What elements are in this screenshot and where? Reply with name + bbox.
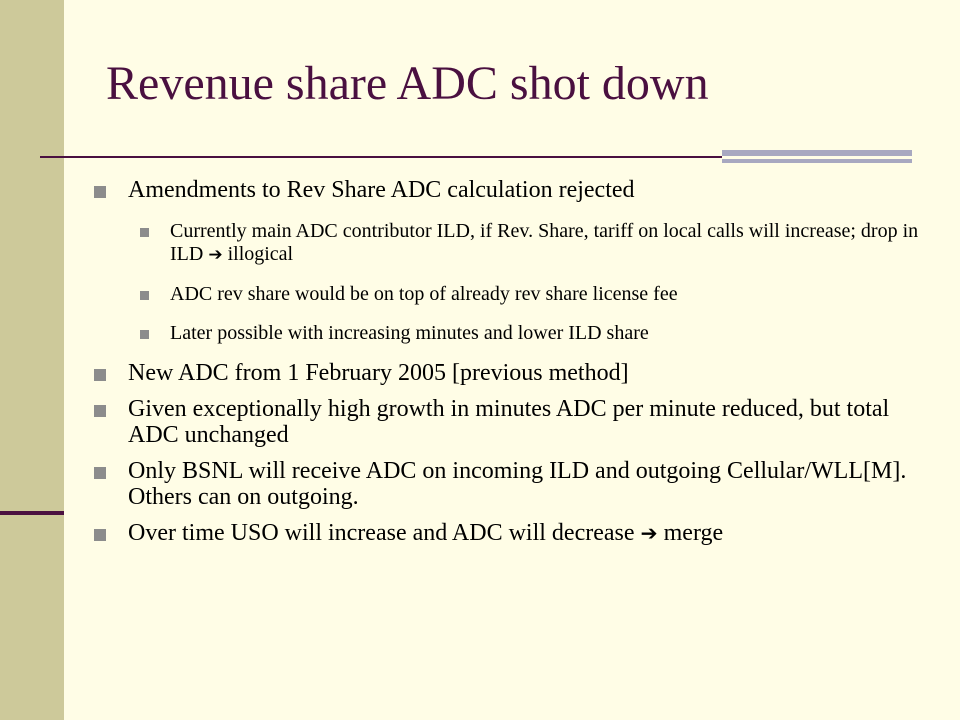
title-underline-accent-bottom: [722, 159, 912, 163]
bullet-text: ADC rev share would be on top of already rev share license fee: [170, 283, 678, 305]
right-arrow-icon: ➔: [208, 245, 223, 265]
square-bullet-icon: [94, 529, 106, 541]
sub-bullet-item: [90, 322, 920, 345]
bullet-text-after-arrow: merge: [663, 520, 724, 546]
left-accent-bar: [0, 0, 64, 720]
bullet-list: [90, 174, 920, 546]
square-bullet-icon: [140, 228, 149, 237]
title-underline: [40, 156, 722, 158]
bullet-text: Given exceptionally high growth in minutes ADC per minute reduced, but total ADC unchanged: [128, 396, 890, 448]
sub-bullet-item: [90, 283, 920, 306]
square-bullet-icon: [94, 369, 106, 381]
bullet-text: Later possible with increasing minutes and lower ILD share: [170, 322, 649, 344]
square-bullet-icon: [94, 186, 106, 198]
slide-title: Revenue share ADC shot down: [106, 57, 709, 110]
bullet-text: Over time USO will increase and ADC will decrease: [128, 520, 635, 546]
left-accent-line: [0, 511, 64, 515]
bullet-item: [90, 360, 920, 386]
bullet-item: [90, 458, 920, 510]
title-underline-accent-top: [722, 150, 912, 156]
bullet-text: Only BSNL will receive ADC on incoming ILD and outgoing Cellular/WLL[M]. Others can on outgoing.: [128, 458, 907, 510]
bullet-text: New ADC from 1 February 2005 [previous method]: [128, 360, 629, 386]
bullet-item: [90, 520, 920, 546]
square-bullet-icon: [94, 405, 106, 417]
sub-bullet-item: [90, 220, 920, 267]
square-bullet-icon: [140, 330, 149, 339]
bullet-item: [90, 177, 920, 203]
right-arrow-icon: ➔: [640, 521, 658, 545]
bullet-item: [90, 396, 920, 448]
bullet-text: Amendments to Rev Share ADC calculation rejected: [128, 177, 635, 203]
square-bullet-icon: [140, 291, 149, 300]
bullet-text: Currently main ADC contributor ILD, if Rev. Share, tariff on local calls will increase; drop in ILD: [170, 220, 919, 265]
bullet-text-after-arrow: illogical: [227, 243, 294, 265]
square-bullet-icon: [94, 467, 106, 479]
